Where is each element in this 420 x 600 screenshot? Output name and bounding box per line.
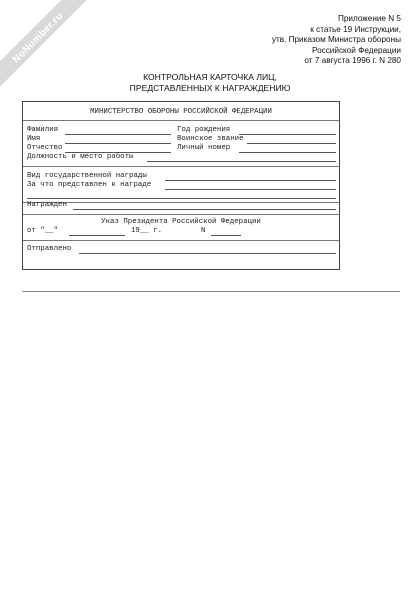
decree-number-blank xyxy=(211,235,241,236)
header-divider xyxy=(23,120,339,121)
ministry-header: МИНИСТЕРСТВО ОБОРОНЫ РОССИЙСКОЙ ФЕДЕРАЦИИ xyxy=(90,108,272,116)
section-divider xyxy=(23,214,339,215)
document-title xyxy=(0,72,420,93)
award-type-label: Вид государственной награды xyxy=(27,172,147,180)
award-reason-blank xyxy=(165,189,336,190)
birth-year-blank xyxy=(239,134,336,135)
decree-year-label: 19__ г. xyxy=(131,227,163,235)
section-divider xyxy=(23,240,339,241)
page-divider xyxy=(22,291,400,292)
rank-blank xyxy=(247,143,336,144)
award-reason-blank-2 xyxy=(27,198,336,199)
appendix-line: от 7 августа 1996 г. N 280 xyxy=(304,56,401,65)
control-card xyxy=(22,101,340,270)
decree-from-label: от "__" xyxy=(27,227,59,235)
patronymic-label: Отчество xyxy=(27,144,63,152)
section-divider xyxy=(23,202,339,203)
sent-blank xyxy=(79,253,336,254)
watermark-text: NoNumber.ru xyxy=(10,10,66,66)
sent-label: Отправлено xyxy=(27,245,72,253)
title-line: КОНТРОЛЬНАЯ КАРТОЧКА ЛИЦ, xyxy=(143,72,277,82)
awarded-label: Награжден xyxy=(27,201,67,209)
awarded-blank xyxy=(73,209,336,210)
appendix-line: к статье 19 Инструкции, xyxy=(310,24,401,34)
surname-blank xyxy=(65,134,171,135)
name-blank xyxy=(65,143,171,144)
appendix-line: Российской Федерации xyxy=(311,45,401,55)
title-line: ПРЕДСТАВЛЕННЫХ К НАГРАЖДЕНИЮ xyxy=(129,82,291,93)
decree-title: Указ Президента Российской Федерации xyxy=(101,218,261,226)
award-reason-label: За что представлен к награде xyxy=(27,181,152,189)
personal-number-blank xyxy=(239,152,336,153)
decree-number-label: N xyxy=(201,227,206,235)
appendix-line: утв. Приказом Министра обороны xyxy=(271,35,401,44)
surname-label: Фамилия xyxy=(27,126,59,134)
position-label: Должность и место работы xyxy=(27,153,134,161)
position-blank xyxy=(147,161,336,162)
name-label: Имя xyxy=(27,135,41,143)
section-divider xyxy=(23,166,339,167)
award-type-blank xyxy=(165,180,336,181)
rank-label: Воинское звание xyxy=(177,135,244,143)
appendix-note xyxy=(181,14,401,67)
appendix-line: Приложение N 5 xyxy=(337,14,401,23)
personal-number-label: Личный номер xyxy=(177,144,231,152)
decree-date-blank xyxy=(69,235,125,236)
birth-year-label: Год рождения xyxy=(177,126,231,134)
